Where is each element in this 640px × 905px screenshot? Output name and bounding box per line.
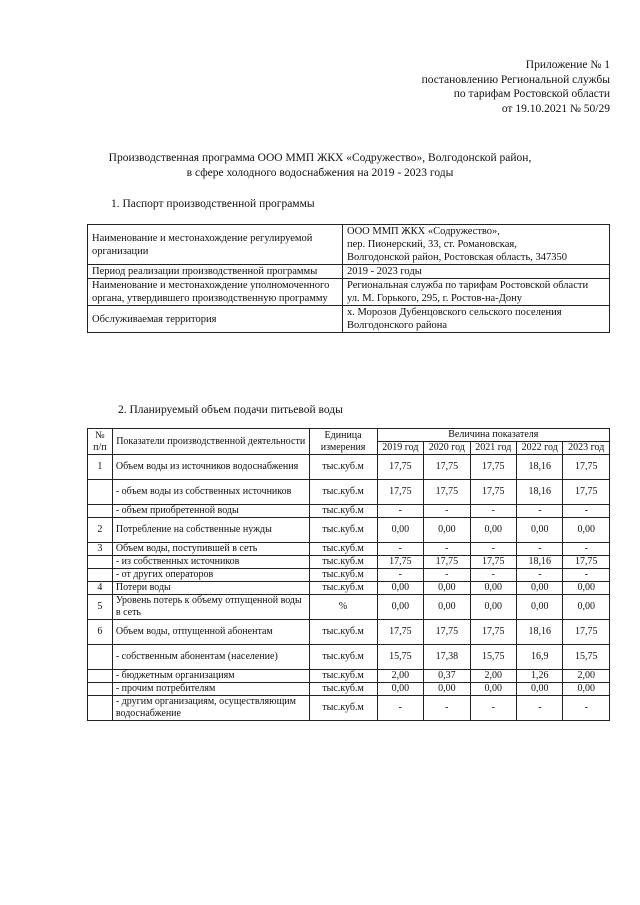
- row-indicator: Объем воды, отпущенной абонентам: [112, 620, 309, 645]
- row-indicator: Потери воды: [112, 582, 309, 595]
- row-unit: тыс.куб.м: [309, 645, 377, 670]
- row-unit: тыс.куб.м: [309, 480, 377, 505]
- row-unit: тыс.куб.м: [309, 543, 377, 556]
- passport-label: Период реализации производственной программы: [88, 265, 343, 279]
- row-value: -: [377, 569, 423, 582]
- row-value: 18,16: [517, 480, 563, 505]
- table-row: [88, 569, 610, 582]
- table-row: [88, 670, 610, 683]
- volume-table: [87, 428, 610, 721]
- table-row: [88, 518, 610, 543]
- row-value: 0,00: [424, 595, 470, 620]
- row-value: 0,37: [424, 670, 470, 683]
- passport-value-line: ООО ММП ЖКХ «Содружество»,: [347, 226, 500, 237]
- row-unit: тыс.куб.м: [309, 556, 377, 569]
- row-num: [88, 696, 113, 721]
- row-indicator: - из собственных источников: [112, 556, 309, 569]
- row-num: [88, 683, 113, 696]
- row-value: 17,75: [377, 480, 423, 505]
- row-value: -: [563, 569, 610, 582]
- row-value: -: [377, 505, 423, 518]
- table-row: [88, 505, 610, 518]
- passport-value-line: Региональная служба по тарифам Ростовской области: [347, 280, 589, 291]
- row-unit: %: [309, 595, 377, 620]
- row-value: -: [517, 569, 563, 582]
- row-value: 17,75: [424, 455, 470, 480]
- row-value: 0,00: [563, 683, 610, 696]
- row-value: -: [563, 696, 610, 721]
- row-value: -: [470, 505, 516, 518]
- passport-value-line: пер. Пионерский, 33, ст. Романовская,: [347, 239, 517, 250]
- row-value: -: [470, 569, 516, 582]
- row-unit: тыс.куб.м: [309, 683, 377, 696]
- row-value: 0,00: [424, 582, 470, 595]
- passport-value: [343, 265, 610, 279]
- table-row: [88, 595, 610, 620]
- row-value: 18,16: [517, 455, 563, 480]
- row-value: -: [377, 543, 423, 556]
- passport-value-line: х. Морозов Дубенцовского сельского поселения Волгодонского района: [347, 307, 562, 331]
- passport-label: Наименование и местонахождение регулируемой организации: [88, 225, 343, 265]
- passport-value: [343, 306, 610, 333]
- row-indicator: Уровень потерь к объему отпущенной воды в сеть: [112, 595, 309, 620]
- row-value: -: [517, 696, 563, 721]
- row-indicator: - собственным абонентам (население): [112, 645, 309, 670]
- document-title: [0, 151, 640, 180]
- row-value: -: [424, 696, 470, 721]
- row-num: 3: [88, 543, 113, 556]
- row-value: 17,75: [470, 556, 516, 569]
- appendix-line: постановлению Региональной службы: [421, 73, 610, 86]
- header-year: 2021 год: [470, 442, 516, 455]
- row-value: 18,16: [517, 556, 563, 569]
- row-value: 17,75: [424, 556, 470, 569]
- row-value: 15,75: [377, 645, 423, 670]
- passport-label: Наименование и местонахождение уполномоченного органа, утвердившего производственную программу: [88, 279, 343, 306]
- row-value: 0,00: [377, 582, 423, 595]
- row-indicator: Объем воды из источников водоснабжения: [112, 455, 309, 480]
- row-value: -: [424, 569, 470, 582]
- header-year: 2023 год: [563, 442, 610, 455]
- header-year: 2020 год: [424, 442, 470, 455]
- row-num: [88, 480, 113, 505]
- row-value: 17,75: [377, 556, 423, 569]
- row-unit: тыс.куб.м: [309, 505, 377, 518]
- table-row: [88, 620, 610, 645]
- table-row: [88, 556, 610, 569]
- row-value: 1,26: [517, 670, 563, 683]
- row-value: 0,00: [377, 683, 423, 696]
- row-value: 17,75: [563, 620, 610, 645]
- table-row: [88, 645, 610, 670]
- appendix-line: по тарифам Ростовской области: [453, 88, 610, 100]
- row-indicator: - объем воды из собственных источников: [112, 480, 309, 505]
- row-value: -: [563, 505, 610, 518]
- passport-row: [88, 279, 610, 306]
- passport-value: [343, 279, 610, 306]
- row-value: -: [470, 543, 516, 556]
- row-num: 1: [88, 455, 113, 480]
- row-unit: тыс.куб.м: [309, 620, 377, 645]
- row-unit: тыс.куб.м: [309, 455, 377, 480]
- row-value: -: [517, 505, 563, 518]
- passport-table: [87, 224, 610, 333]
- row-value: 17,75: [563, 455, 610, 480]
- row-value: 0,00: [517, 582, 563, 595]
- header-indicator: Показатели производственной деятельности: [112, 429, 309, 455]
- table-row: [88, 480, 610, 505]
- row-indicator: - бюджетным организациям: [112, 670, 309, 683]
- row-num: 4: [88, 582, 113, 595]
- row-value: 0,00: [563, 518, 610, 543]
- row-value: 0,00: [517, 518, 563, 543]
- title-line: Производственная программа ООО ММП ЖКХ «Содружество», Волгодонской район,: [108, 152, 532, 164]
- passport-value-line: 2019 - 2023 годы: [347, 266, 422, 277]
- row-indicator: - прочим потребителям: [112, 683, 309, 696]
- table-row: [88, 683, 610, 696]
- row-value: -: [424, 505, 470, 518]
- row-unit: тыс.куб.м: [309, 696, 377, 721]
- section1-heading: 1. Паспорт производственной программы: [111, 198, 315, 210]
- row-value: 17,75: [424, 480, 470, 505]
- row-num: [88, 569, 113, 582]
- row-indicator: - объем приобретенной воды: [112, 505, 309, 518]
- row-unit: тыс.куб.м: [309, 582, 377, 595]
- row-num: 2: [88, 518, 113, 543]
- row-value: 16,9: [517, 645, 563, 670]
- row-value: 0,00: [377, 595, 423, 620]
- section2-heading: 2. Планируемый объем подачи питьевой воды: [118, 404, 343, 416]
- row-num: [88, 670, 113, 683]
- header-unit: Единица измерения: [309, 429, 377, 455]
- row-indicator: - от других операторов: [112, 569, 309, 582]
- row-value: 0,00: [470, 683, 516, 696]
- row-indicator: Объем воды, поступившей в сеть: [112, 543, 309, 556]
- row-value: 2,00: [377, 670, 423, 683]
- appendix-line: от 19.10.2021 № 50/29: [501, 102, 610, 115]
- header-year: 2019 год: [377, 442, 423, 455]
- header-year: 2022 год: [517, 442, 563, 455]
- header-value: Величина показателя: [377, 429, 609, 442]
- row-unit: тыс.куб.м: [309, 569, 377, 582]
- row-value: 0,00: [470, 582, 516, 595]
- title-line: в сфере холодного водоснабжения на 2019 - 2023 годы: [186, 166, 454, 179]
- row-unit: тыс.куб.м: [309, 518, 377, 543]
- table-row: [88, 543, 610, 556]
- row-num: [88, 556, 113, 569]
- table-row: [88, 455, 610, 480]
- row-indicator: Потребление на собственные нужды: [112, 518, 309, 543]
- row-value: 0,00: [424, 683, 470, 696]
- row-value: -: [517, 543, 563, 556]
- header-num: № п/п: [88, 429, 113, 455]
- row-unit: тыс.куб.м: [309, 670, 377, 683]
- row-value: -: [424, 543, 470, 556]
- row-num: 5: [88, 595, 113, 620]
- row-value: 0,00: [470, 518, 516, 543]
- row-value: 17,75: [470, 620, 516, 645]
- row-value: 17,75: [563, 556, 610, 569]
- passport-row: [88, 306, 610, 333]
- table-row: [88, 696, 610, 721]
- row-value: 15,75: [470, 645, 516, 670]
- row-value: 15,75: [563, 645, 610, 670]
- row-value: 17,75: [377, 455, 423, 480]
- row-value: 17,75: [470, 480, 516, 505]
- row-value: 0,00: [377, 518, 423, 543]
- row-value: 2,00: [563, 670, 610, 683]
- row-value: -: [377, 696, 423, 721]
- row-value: 0,00: [517, 683, 563, 696]
- row-value: -: [470, 696, 516, 721]
- passport-value: [343, 225, 610, 265]
- row-num: [88, 505, 113, 518]
- row-value: 0,00: [517, 595, 563, 620]
- passport-row: [88, 225, 610, 265]
- appendix-block: [422, 58, 610, 116]
- passport-row: [88, 265, 610, 279]
- row-value: 17,75: [424, 620, 470, 645]
- row-value: 0,00: [470, 595, 516, 620]
- row-num: 6: [88, 620, 113, 645]
- row-value: 0,00: [563, 582, 610, 595]
- row-value: 17,38: [424, 645, 470, 670]
- row-value: 17,75: [563, 480, 610, 505]
- row-value: 17,75: [377, 620, 423, 645]
- passport-value-line: Волгодонской район, Ростовская область, 347350: [347, 252, 568, 263]
- appendix-line: Приложение № 1: [525, 59, 610, 71]
- table-row: [88, 582, 610, 595]
- row-value: 18,16: [517, 620, 563, 645]
- row-value: 2,00: [470, 670, 516, 683]
- passport-value-line: ул. М. Горького, 295, г. Ростов-на-Дону: [347, 293, 522, 304]
- row-value: -: [563, 543, 610, 556]
- passport-label: Обслуживаемая территория: [88, 306, 343, 333]
- row-value: 0,00: [563, 595, 610, 620]
- row-num: [88, 645, 113, 670]
- row-value: 0,00: [424, 518, 470, 543]
- row-indicator: - другим организациям, осуществляющим водоснабжение: [112, 696, 309, 721]
- row-value: 17,75: [470, 455, 516, 480]
